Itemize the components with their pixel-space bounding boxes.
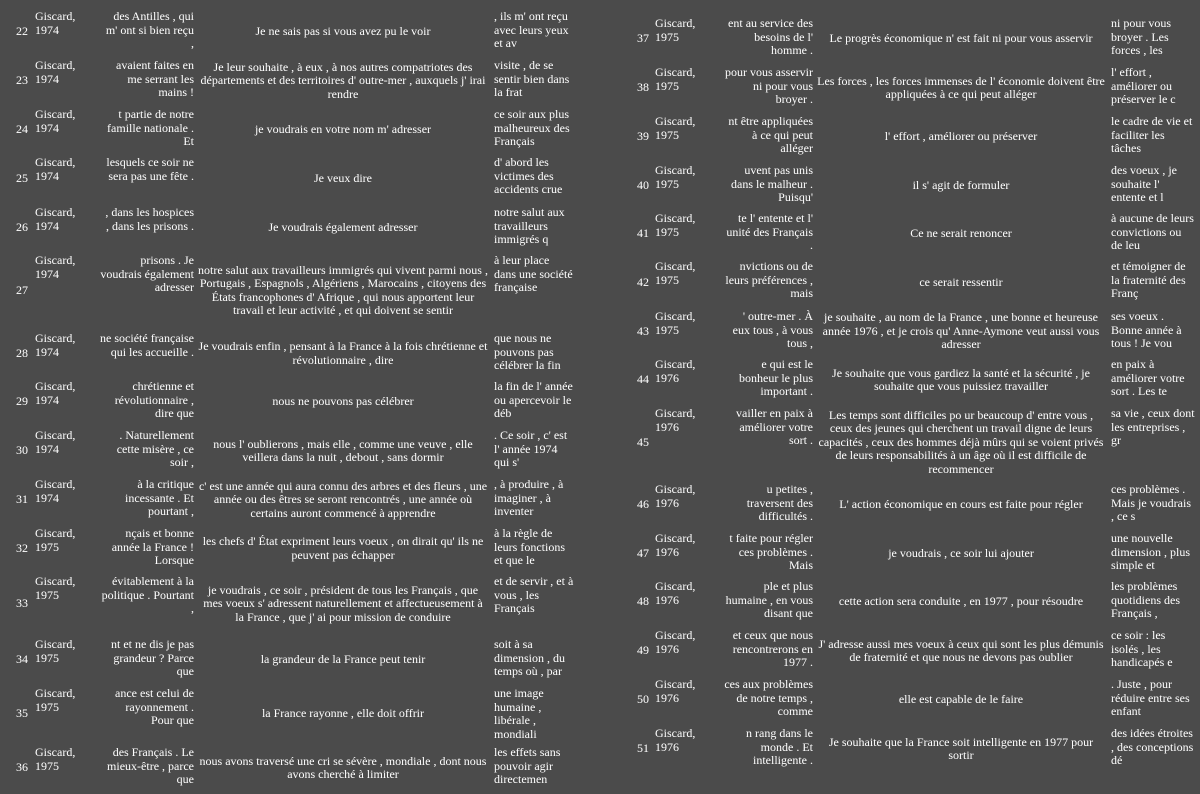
keyword-segment: Je ne sais pas si vous avez pu le voir: [255, 24, 431, 39]
left-context: vailler en paix à améliorer votre sort .: [736, 406, 813, 447]
row-number: 40: [637, 177, 649, 192]
row-number: 23: [16, 73, 28, 88]
keyword-segment: elle est capable de le faire: [898, 692, 1024, 707]
keyword-segment: Je leur souhaite , à eux , à nos autres compatriotes des départements et des territoires d' outre-mer , auxquels j' irai rendre: [200, 59, 486, 101]
concordance-row: [619, 676, 1200, 724]
concordance-row: [0, 573, 600, 635]
keyword-segment: je voudrais , ce soir lui ajouter: [888, 545, 1034, 560]
keyword-segment: il s' agit de formuler: [912, 177, 1010, 192]
right-context: une image humaine , libérale , mondiali: [494, 686, 544, 741]
left-context: n rang dans le monde . Et intelligente .: [746, 726, 813, 767]
row-number: 25: [16, 170, 28, 185]
concordance-row: [619, 162, 1200, 209]
left-context: , dans les hospices , dans les prisons .: [105, 205, 194, 233]
speaker-year: Giscard, 1974: [35, 331, 76, 359]
row-number: 42: [637, 274, 649, 289]
concordance-row: [0, 525, 600, 572]
concordance-row: [0, 154, 600, 203]
right-context: . Ce soir , c' est l' année 1974 qui s': [494, 428, 568, 469]
left-context: ance est celui de rayonnement . Pour que: [115, 686, 194, 727]
speaker-year: Giscard, 1976: [655, 579, 696, 607]
speaker-year: Giscard, 1974: [35, 428, 76, 456]
row-number: 30: [16, 443, 28, 458]
right-context: en paix à améliorer votre sort . Les te: [1111, 357, 1185, 398]
right-context: le cadre de vie et faciliter les tâches: [1111, 114, 1193, 155]
row-number: 41: [637, 225, 649, 240]
row-number: 37: [637, 31, 649, 46]
left-context: chrétienne et révolutionnaire , dire que: [114, 379, 194, 420]
row-number: 51: [637, 741, 649, 756]
row-number: 24: [16, 121, 28, 136]
right-context: ces problèmes . Mais je voudrais , ce s: [1111, 482, 1191, 523]
left-context: nçais et bonne année la France ! Lorsque: [111, 526, 194, 567]
left-context: u petites , traversent des difficultés .: [746, 482, 813, 523]
concordance-row: [0, 330, 600, 377]
right-context: des voeux , je souhaite l' entente et l: [1111, 163, 1177, 204]
concordance-row: [619, 578, 1200, 626]
speaker-year: Giscard, 1976: [655, 357, 696, 385]
row-number: 31: [16, 492, 28, 507]
right-context: les effets sans pouvoir agir directemen: [494, 745, 561, 786]
speaker-year: Giscard, 1974: [35, 477, 76, 505]
row-number: 43: [637, 323, 649, 338]
keyword-segment: Je souhaite que la France soit intelligente en 1977 pour sortir: [828, 734, 1094, 762]
speaker-year: Giscard, 1975: [655, 163, 696, 191]
keyword-segment: nous l' oublierons , mais elle , comme une veuve , elle veillera dans la nuit , debout , sans dormir: [213, 436, 473, 464]
concordance-row: [0, 378, 600, 426]
concordance-row: [0, 636, 600, 684]
row-number: 33: [16, 596, 28, 611]
concordance-row: [619, 258, 1200, 307]
speaker-year: Giscard, 1976: [655, 628, 696, 656]
keyword-segment: je souhaite , au nom de la France , une bonne et heureuse année 1976 , et je crois qu' Anne-Aymone veut aussi vous adresser: [822, 310, 1100, 352]
keyword-segment: les chefs d' État expriment leurs voeux , on dirait qu' ils ne peuvent pas échapper: [202, 534, 484, 562]
concordance-row: [619, 64, 1200, 112]
row-number: 44: [637, 372, 649, 387]
speaker-year: Giscard, 1975: [655, 65, 696, 93]
speaker-year: Giscard, 1974: [35, 379, 76, 407]
right-context: des idées étroites , des conceptions dé: [1111, 726, 1194, 767]
keyword-segment: Le progrès économique n' est fait ni pour vous asservir: [829, 31, 1093, 46]
right-context: à la règle de leurs fonctions et que le: [494, 526, 565, 567]
keyword-segment: J' adresse aussi mes voeux à ceux qui sont les plus démunis de fraternité et que nous ne devons pas oublier: [818, 636, 1104, 664]
speaker-year: Giscard, 1975: [35, 526, 76, 554]
speaker-year: Giscard, 1974: [35, 253, 76, 281]
keyword-segment: Les forces , les forces immenses de l' économie doivent être appliquées à ce qui peut alléger: [817, 73, 1105, 101]
keyword-segment: Je souhaite que vous gardiez la santé et la sécurité , je souhaite que vous puissiez travailler: [832, 365, 1090, 393]
right-context: . Juste , pour réduire entre ses enfant: [1111, 677, 1190, 718]
left-context: uvent pas unis dans le malheur . Puisqu': [731, 163, 813, 204]
left-context: ne société française qui les accueille .: [100, 331, 194, 359]
row-number: 35: [16, 706, 28, 721]
speaker-year: Giscard, 1976: [655, 677, 696, 705]
speaker-year: Giscard, 1975: [655, 16, 696, 44]
right-context: sa vie , ceux dont les entreprises , gr: [1111, 406, 1195, 447]
row-number: 36: [16, 760, 28, 775]
keyword-segment: ce serait ressentir: [919, 274, 1003, 289]
right-context: notre salut aux travailleurs immigrés q: [494, 205, 565, 246]
keyword-segment: notre salut aux travailleurs immigrés qui vivent parmi nous , Portugais , Espagnols , Algériens , Marocains , citoyens des États francophones d' Afrique , qui nous apportent leur travail et leur activité , et qui doivent se sentir: [198, 262, 488, 317]
keyword-segment: la grandeur de la France peut tenir: [260, 652, 426, 667]
speaker-year: Giscard, 1974: [35, 107, 76, 135]
right-context: à aucune de leurs convictions ou de leu: [1111, 211, 1194, 252]
concordance-row: [619, 113, 1200, 161]
right-context: visite , de se sentir bien dans la frat: [494, 58, 570, 99]
concordance-row: [0, 8, 600, 56]
concordance-row: [0, 685, 600, 743]
concordance-row: [619, 210, 1200, 257]
keyword-segment: Je voudrais également adresser: [268, 219, 418, 234]
keyword-segment: c' est une année qui aura connu des arbres et des fleurs , une année ou des êtres se seront rencontrés , une année où certains auront commencé à apprendre: [198, 478, 488, 520]
right-context: que nous ne pouvons pas célébrer la fin: [494, 331, 561, 372]
speaker-year: Giscard, 1974: [35, 155, 76, 183]
left-context: nvictions ou de leurs préférences , mais: [725, 259, 813, 300]
left-context: ' outre-mer . À eux tous , à vous tous ,: [732, 309, 813, 350]
keyword-segment: nous ne pouvons pas célébrer: [272, 394, 414, 409]
row-number: 50: [637, 692, 649, 707]
concordance-row: [0, 476, 600, 524]
concordance-row: [619, 530, 1200, 577]
right-context: l' effort , améliorer ou préserver le c: [1111, 65, 1176, 106]
right-context: et de servir , et à vous , les Français: [494, 574, 574, 615]
left-context: nt et ne dis je pas grandeur ? Parce que: [111, 637, 194, 678]
left-context: . Naturellement cette misère , ce soir ,: [116, 428, 194, 469]
speaker-year: Giscard, 1975: [655, 309, 696, 337]
row-number: 28: [16, 345, 28, 360]
keyword-segment: la France rayonne , elle doit offrir: [261, 706, 425, 721]
row-number: 46: [637, 497, 649, 512]
left-context: des Français . Le mieux-être , parce que: [107, 745, 194, 786]
speaker-year: Giscard, 1975: [35, 574, 76, 602]
speaker-year: Giscard, 1975: [35, 686, 76, 714]
left-context: lesquels ce soir ne sera pas une fête .: [106, 155, 194, 183]
right-context: une nouvelle dimension , plus simple et: [1111, 531, 1191, 572]
right-context: ses voeux . Bonne année à tous ! Je vou: [1111, 309, 1182, 350]
left-context: te l' entente et l' unité des Français .: [726, 211, 813, 252]
concordance-row: [0, 204, 600, 251]
keyword-segment: l' effort , améliorer ou préserver: [884, 129, 1038, 144]
keyword-segment: nous avons traversé une cri se sévère , mondiale , dont nous avons cherché à limiter: [199, 753, 487, 781]
left-context: à la critique incessante . Et pourtant ,: [125, 477, 194, 518]
row-number: 26: [16, 219, 28, 234]
speaker-year: Giscard, 1976: [655, 482, 696, 510]
left-context: nt être appliquées à ce qui peut alléger: [728, 114, 813, 155]
concordance-row: [0, 57, 600, 105]
concordance-row: [619, 15, 1200, 63]
keyword-segment: je voudrais en votre nom m' adresser: [254, 121, 432, 136]
row-number: 49: [637, 643, 649, 658]
concordance-row: [619, 308, 1200, 355]
row-number: 22: [16, 24, 28, 39]
right-context: , ils m' ont reçu avec leurs yeux et av: [494, 9, 569, 50]
right-context: ce soir aux plus malheureux des Français: [494, 107, 570, 148]
row-number: 39: [637, 129, 649, 144]
left-context: et ceux que nous rencontrerons en 1977 .: [732, 628, 813, 669]
right-context: à leur place dans une société française: [494, 253, 573, 294]
concordance-column-right: [619, 0, 1200, 794]
left-context: e qui est le bonheur le plus important .: [739, 357, 813, 398]
speaker-year: Giscard, 1976: [655, 531, 696, 559]
keyword-segment: Ce ne serait renoncer: [910, 225, 1012, 240]
concordance-row: [619, 627, 1200, 675]
left-context: t partie de notre famille nationale . Et: [107, 107, 194, 148]
concordance-row: [619, 356, 1200, 404]
keyword-segment: L' action économique en cours est faite pour régler: [839, 497, 1083, 512]
concordance-row: [0, 744, 600, 792]
speaker-year: Giscard, 1974: [35, 205, 76, 233]
concordance-row: [619, 405, 1200, 480]
speaker-year: Giscard, 1975: [655, 259, 696, 287]
row-number: 32: [16, 540, 28, 555]
concordance-row: [0, 252, 600, 329]
left-context: avaient faites en me serrant les mains !: [116, 58, 194, 99]
keyword-segment: je voudrais , ce soir , président de tous les Français , que mes voeux s' adressent naturellement et affectueusement à la France , que j' ai pour mission de conduire: [203, 582, 483, 624]
row-number: 45: [637, 434, 649, 449]
left-context: ple et plus humaine , en vous disant que: [725, 579, 813, 620]
keyword-segment: cette action sera conduite , en 1977 , pour résoudre: [838, 594, 1084, 609]
left-context: ent au service des besoins de l' homme .: [728, 16, 813, 57]
speaker-year: Giscard, 1975: [655, 211, 696, 239]
row-number: 29: [16, 394, 28, 409]
left-context: des Antilles , qui m' ont si bien reçu ,: [105, 9, 194, 50]
speaker-year: Giscard, 1975: [655, 114, 696, 142]
speaker-year: Giscard, 1975: [35, 745, 76, 773]
concordance-row: [619, 725, 1200, 773]
row-number: 48: [637, 594, 649, 609]
keyword-segment: Je voudrais enfin , pensant à la France à la fois chrétienne et révolutionnaire , dire: [198, 339, 488, 367]
right-context: ce soir : les isolés , les handicapés e: [1111, 628, 1173, 669]
concordance-row: [619, 481, 1200, 529]
left-context: évitablement à la politique . Pourtant ,: [101, 574, 194, 615]
left-context: pour vous asservir ni pour vous broyer .: [725, 65, 813, 106]
right-context: et témoigner de la fraternité des Franç: [1111, 259, 1186, 300]
left-context: ces aux problèmes de notre temps , comme: [724, 677, 813, 718]
right-context: , à produire , à imaginer , à inventer: [494, 477, 564, 518]
speaker-year: Giscard, 1974: [35, 9, 76, 37]
right-context: ni pour vous broyer . Les forces , les: [1111, 16, 1171, 57]
right-context: les problèmes quotidiens des Français ,: [1111, 579, 1180, 620]
row-number: 38: [637, 80, 649, 95]
right-context: d' abord les victimes des accidents crue: [494, 155, 563, 196]
row-number: 34: [16, 652, 28, 667]
speaker-year: Giscard, 1975: [35, 637, 76, 665]
speaker-year: Giscard, 1976: [655, 406, 696, 434]
left-context: t faite pour régler ces problèmes . Mais: [729, 531, 813, 572]
concordance-row: [0, 106, 600, 153]
left-context: prisons . Je voudrais également adresser: [100, 253, 194, 294]
keyword-segment: Les temps sont difficiles po ur beaucoup d' entre vous , ceux des jeunes qui cherchent un travail digne de leurs capacités , ceux des hommes déjà mûrs qui se voient privés de leurs responsabilités à un âge où il est difficile de recommencer: [818, 407, 1104, 476]
right-context: la fin de l' année ou apercevoir le déb: [494, 379, 573, 420]
right-context: soit à sa dimension , du temps où , par: [494, 637, 565, 678]
speaker-year: Giscard, 1974: [35, 58, 76, 86]
speaker-year: Giscard, 1976: [655, 726, 696, 754]
row-number: 47: [637, 545, 649, 560]
keyword-segment: Je veux dire: [314, 170, 372, 185]
concordance-row: [0, 427, 600, 475]
row-number: 27: [16, 282, 28, 297]
